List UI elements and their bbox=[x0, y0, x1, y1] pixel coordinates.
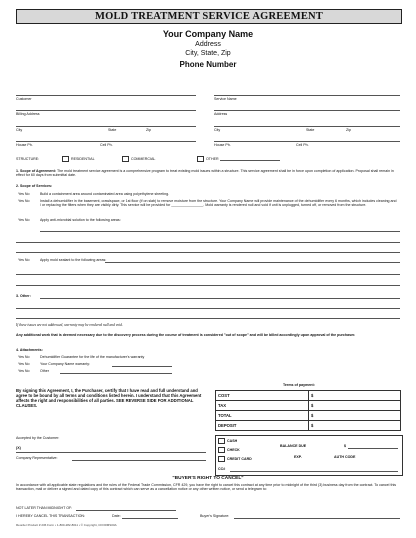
customer-line[interactable] bbox=[16, 95, 196, 96]
payment-row-cost: COST $ bbox=[216, 391, 401, 401]
billing-address-line[interactable] bbox=[16, 110, 196, 111]
accepted-label: Accepted by the Customer: bbox=[16, 436, 60, 440]
city-label: City bbox=[16, 128, 23, 132]
other-line-3[interactable] bbox=[16, 318, 400, 319]
customer-signature-line[interactable] bbox=[16, 452, 206, 453]
payment-row-total: TOTAL $ bbox=[216, 411, 401, 421]
section-1: 1. Scope of Agreement: The mold treatment service agreement is a comprehensive program to treat existing mold issues within a structure. This service agreement shall be in force upon completion of application. Proposal shall remain in effect for 60 days from submittal date. bbox=[16, 169, 394, 178]
signature-x: (X) bbox=[16, 446, 21, 450]
company-phone: Phone Number bbox=[179, 60, 237, 69]
service-item-2: Yes No Install a dehumidifier in the basement, crawlspace, or 1st floor (if on slab) to remove moisture from the structure. Your Company Name will provide maintenance of the dehumidifier every 6 months, which includes cleaning and / or replacing the filters when they are visibly dirty. This service will be provided for ________________. Mold warranty is rendered null and void if unit is unplugged, turned off, or removed from the structure. bbox=[18, 199, 397, 208]
company-city-state-zip: City, State, Zip bbox=[185, 50, 231, 57]
cell-ph2-label: Cell Ph. bbox=[296, 143, 309, 147]
cell-ph-label: Cell Ph. bbox=[100, 143, 113, 147]
document-title: MOLD TREATMENT SERVICE AGREEMENT bbox=[16, 9, 402, 24]
payment-methods bbox=[215, 435, 403, 476]
service-name-label: Service Name bbox=[214, 97, 237, 101]
service-name-line[interactable] bbox=[214, 95, 400, 96]
date-label: Date: bbox=[112, 514, 121, 518]
house-ph-label: House Ph. bbox=[16, 143, 33, 147]
zip2-label: Zip bbox=[346, 128, 351, 132]
city2-label: City bbox=[214, 128, 221, 132]
address-label: Address bbox=[214, 112, 228, 116]
purchaser-statement: By signing this Agreement, I, the Purchaser, certify that I have read and full understand and agree to be bound by all terms and conditions listed herein. I understand that this Agreement affects the right and responsibilities of all parties. SEE REVERSE SIDE FOR ADDITIONAL CLAUSES. bbox=[16, 388, 202, 408]
service-item-4: Yes No Apply mold sealant to the following areas: bbox=[18, 258, 107, 262]
item4-line-1[interactable] bbox=[105, 262, 400, 263]
company-name: Your Company Name bbox=[162, 29, 254, 39]
other-line-1[interactable] bbox=[40, 298, 400, 299]
cc-label: CC# bbox=[218, 467, 226, 471]
residential-checkbox[interactable] bbox=[62, 156, 69, 162]
payment-table bbox=[215, 390, 401, 431]
not-later-label: NOT LATER THAN MIDNIGHT OF: bbox=[16, 506, 73, 510]
zip-label: Zip bbox=[146, 128, 151, 132]
warranty-line[interactable] bbox=[112, 366, 172, 367]
residential-option[interactable]: RESIDENTIAL bbox=[62, 156, 95, 162]
not-later-line[interactable] bbox=[76, 510, 176, 511]
section-3-heading: 3. Other: bbox=[16, 294, 31, 298]
commercial-checkbox[interactable] bbox=[122, 156, 129, 162]
payment-row-tax: TAX $ bbox=[216, 401, 401, 411]
warranty-note: If these issues are not addressed, warranty may be rendered null and void. bbox=[16, 323, 123, 327]
cash-option[interactable]: CASH bbox=[218, 438, 237, 444]
section-4-heading: 4. Attachments: bbox=[16, 348, 43, 352]
phone2-line[interactable] bbox=[214, 141, 400, 142]
other-checkbox[interactable] bbox=[197, 156, 204, 162]
attachment-1: Yes No Dehumidifier Guarantee for the life of the manufacturer's warranty bbox=[18, 355, 145, 359]
rep-label: Company Representative: bbox=[16, 456, 58, 460]
commercial-option[interactable]: COMMERCIAL bbox=[122, 156, 155, 162]
section-2-heading: 2. Scope of Services: bbox=[16, 184, 53, 188]
balance-due-label: BALANCE DUE bbox=[280, 444, 307, 448]
city-line[interactable] bbox=[16, 126, 196, 127]
item3-line-3[interactable] bbox=[16, 252, 400, 253]
credit-card-option[interactable]: CREDIT CARD bbox=[218, 456, 252, 462]
other-option[interactable]: OTHER bbox=[197, 156, 219, 162]
other-line-2[interactable] bbox=[16, 308, 400, 309]
phone-line[interactable] bbox=[16, 141, 196, 142]
item3-line-2[interactable] bbox=[16, 242, 400, 243]
attachment-other-line[interactable] bbox=[60, 373, 172, 374]
check-option[interactable]: CHECK bbox=[218, 447, 240, 453]
other-structure-line[interactable] bbox=[220, 160, 280, 161]
balance-due-line[interactable] bbox=[348, 448, 398, 449]
service-item-1: Yes No Build a containment area around contaminated area using polyethylene sheeting. bbox=[18, 192, 170, 196]
item4-line-3[interactable] bbox=[16, 285, 400, 286]
city2-line[interactable] bbox=[214, 126, 400, 127]
balance-dollar: $ bbox=[344, 444, 346, 448]
exp-label: EXP. bbox=[294, 455, 302, 459]
auth-code-label: AUTH CODE bbox=[334, 455, 356, 459]
billing-address-label: Billing Address bbox=[16, 112, 40, 116]
item3-line-1[interactable] bbox=[40, 231, 400, 232]
cc-line[interactable] bbox=[230, 471, 398, 472]
rep-signature-line[interactable] bbox=[72, 460, 206, 461]
footer-text: Reorder Product # 236 Form • 1-800-282-8011 • © Copyright, CFORMS00A bbox=[16, 523, 117, 527]
state-label: State bbox=[108, 128, 117, 132]
attachment-3: Yes No Other bbox=[18, 369, 49, 373]
attachment-2: Yes No Your Company Name warranty: bbox=[18, 362, 91, 366]
house-ph2-label: House Ph. bbox=[214, 143, 231, 147]
payment-row-deposit: DEPOSIT $ bbox=[216, 421, 401, 431]
customer-label: Customer bbox=[16, 97, 32, 101]
company-address: Address bbox=[195, 41, 221, 48]
cancel-date-line[interactable] bbox=[122, 518, 178, 519]
cancel-heading: "BUYER'S RIGHT TO CANCEL" bbox=[172, 476, 244, 481]
address-line[interactable] bbox=[214, 110, 400, 111]
cancel-text: In accordance with all applicable state regulations and the rules of the Federal Trade Commission, CFR 429, you have the right to cancel this contract at any time prior to midnight of the third (3) business day from the contract. To cancel this transaction, mail or deliver a signed and dated copy of this contract which can serve as a cancellation notice or any other written notice, or send a telegram to: bbox=[16, 483, 397, 492]
buyer-signature-line[interactable] bbox=[234, 518, 400, 519]
hereby-cancel-label: I HEREBY CANCEL THIS TRANSACTION: bbox=[16, 514, 85, 518]
state2-label: State bbox=[306, 128, 315, 132]
payment-heading: Terms of payment: bbox=[283, 383, 315, 387]
service-item-3: Yes No Apply anti-microbial solution to the following areas: bbox=[18, 218, 121, 222]
structure-label: STRUCTURE: bbox=[16, 157, 40, 161]
additional-work-note: Any additional work that is deemed necessary due to the discovery process during the course of treatment is considered "out of scope" and will be billed accordingly upon approval of the purchaser. bbox=[16, 333, 356, 337]
buyer-signature-label: Buyer's Signature: bbox=[200, 514, 230, 518]
item4-line-2[interactable] bbox=[16, 274, 400, 275]
